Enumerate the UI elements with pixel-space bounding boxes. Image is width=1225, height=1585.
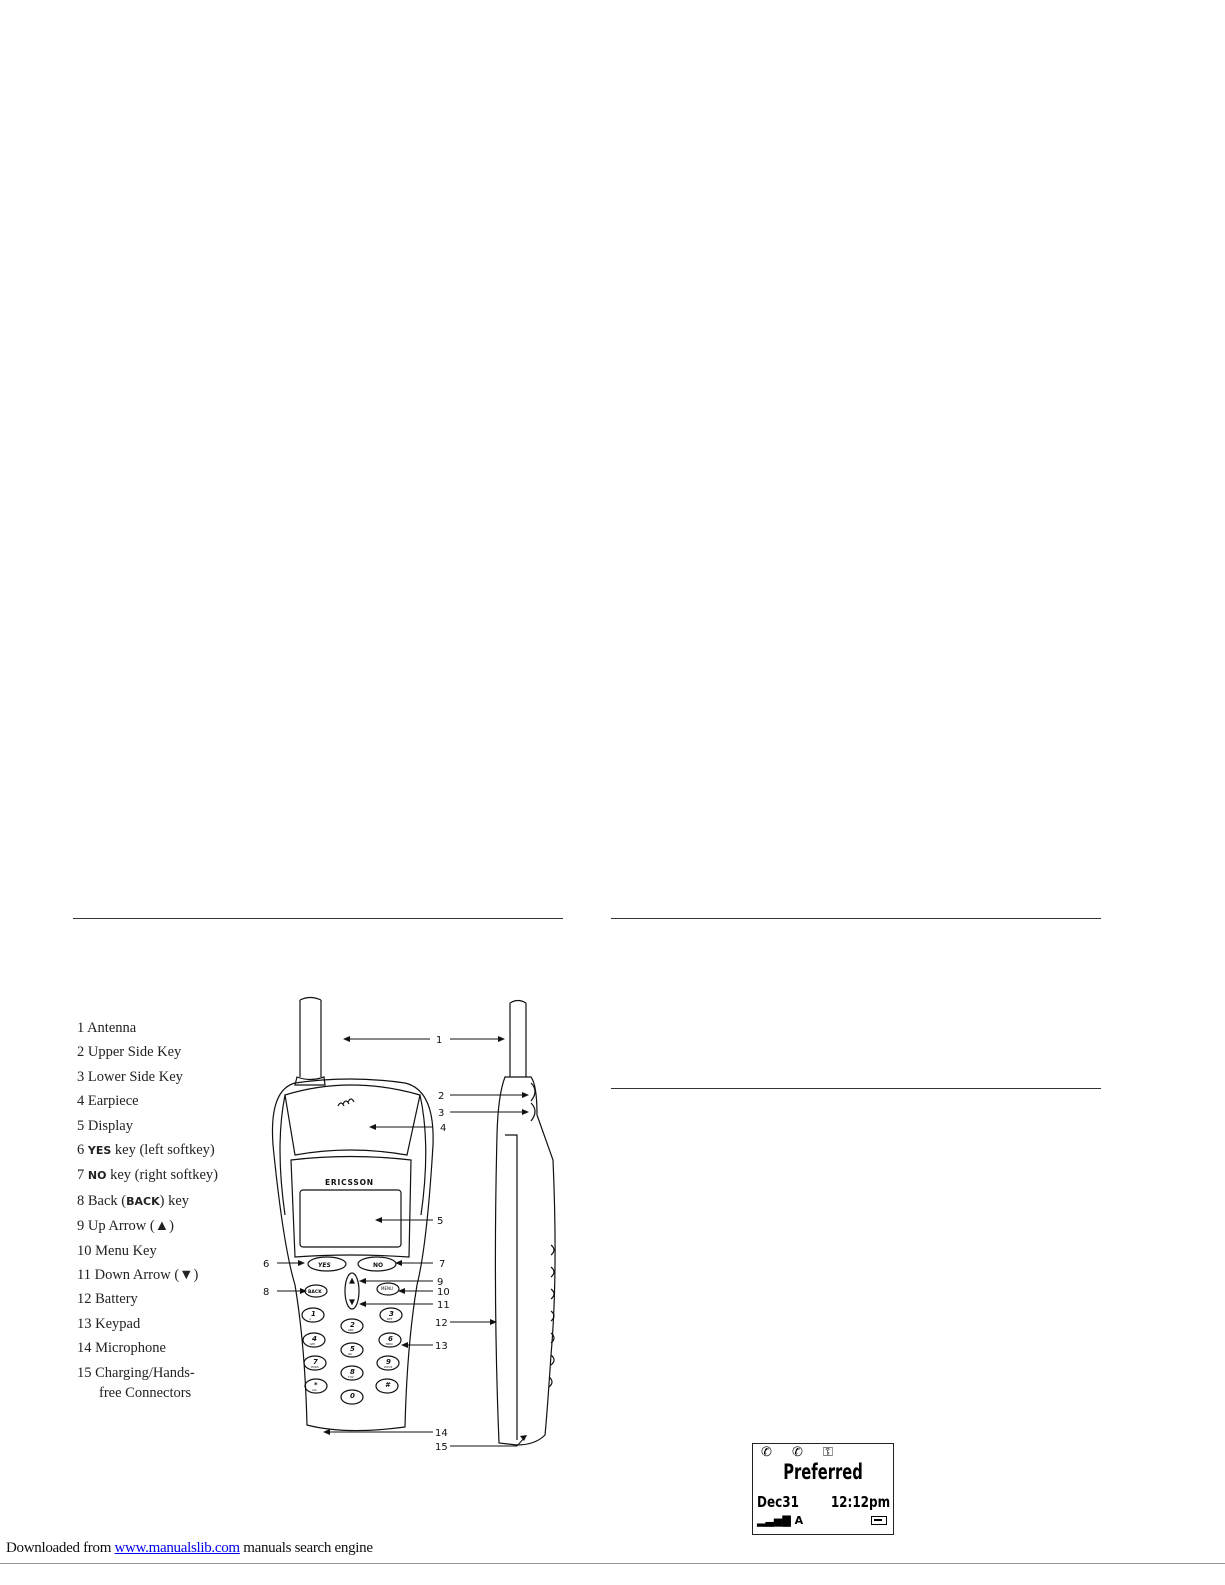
part-number: 7 [77, 1167, 85, 1184]
part-number: 15 [77, 1364, 92, 1381]
part-number: 2 [77, 1044, 85, 1061]
key-3-digit: 3 [389, 1310, 394, 1318]
part-item-2 [77, 1040, 218, 1064]
part-item-10 [77, 1239, 218, 1263]
callout-label-10: 10 [437, 1287, 450, 1298]
key-7-letters: PQRS [311, 1365, 319, 1369]
part-text: Up Arrow (▲) [87, 1218, 174, 1235]
part-item-9 [77, 1214, 218, 1238]
phone-diagram [255, 995, 565, 1460]
callout-label-13: 13 [435, 1341, 448, 1352]
footer-prefix: Downloaded from [6, 1540, 115, 1556]
part-number: 8 [77, 1192, 85, 1209]
key-6-digit: 6 [388, 1335, 393, 1343]
part-text: Keypad [95, 1315, 141, 1332]
yes-key-label: YES [318, 1262, 331, 1269]
part-number: 3 [77, 1068, 85, 1085]
operator-name: Preferred [783, 1460, 863, 1484]
footer-divider [0, 1563, 1225, 1564]
part-key-label: NO [87, 1169, 107, 1183]
part-text: Earpiece [87, 1093, 139, 1110]
key-3-letters: DEF [387, 1317, 393, 1321]
date-readout: Dec31 [757, 1493, 799, 1511]
key-1-letters: ∞ [309, 1317, 312, 1321]
part-number: 9 [77, 1218, 85, 1235]
part-text: Down Arrow (▼) [94, 1267, 199, 1284]
part-number: 11 [77, 1267, 91, 1284]
keypad-digits [309, 1310, 394, 1400]
callout-label-5: 5 [437, 1216, 444, 1227]
time-readout: 12:12pm [830, 1493, 890, 1511]
brand-text: ERICSSON [325, 1178, 374, 1187]
part-item-6 [77, 1138, 218, 1163]
key-2-digit: 2 [350, 1321, 355, 1329]
part-item-8 [77, 1189, 218, 1214]
left-column-rule [73, 918, 563, 919]
part-number: 4 [77, 1093, 85, 1110]
key-1-digit: 1 [311, 1310, 316, 1318]
side-body [495, 1077, 555, 1445]
key-9-digit: 9 [386, 1358, 391, 1366]
earpiece-panel [285, 1085, 420, 1155]
callout-label-1: 1 [436, 1035, 443, 1046]
part-item-4 [77, 1089, 218, 1113]
part-number: 1 [77, 1020, 85, 1036]
menu-key-label: MENU [381, 1286, 393, 1291]
key-5-digit: 5 [350, 1345, 355, 1353]
side-body-ridge [505, 1135, 517, 1440]
part-number: 5 [77, 1117, 85, 1134]
part-text: Display [87, 1117, 133, 1134]
back-key-label: BACK [308, 1290, 322, 1295]
part-number: 13 [77, 1315, 92, 1332]
callout-label-15: 15 [435, 1442, 448, 1453]
part-item-5 [77, 1114, 218, 1138]
part-item-15 [77, 1361, 218, 1403]
part-text: Upper Side Key [87, 1044, 182, 1061]
part-text: Antenna [87, 1020, 137, 1036]
parts-list [77, 1016, 218, 1403]
part-text: Lower Side Key [87, 1068, 183, 1085]
key-6-letters: MNO [386, 1342, 393, 1346]
right-column-rule-top [611, 918, 1101, 919]
part-text-continued: free Connectors [99, 1384, 192, 1401]
part-number: 12 [77, 1291, 92, 1308]
right-column-rule-middle [611, 1088, 1101, 1089]
key-2-letters: ABC [348, 1328, 354, 1332]
key-8-letters: TUV [348, 1375, 354, 1379]
part-prefix: Back ( [87, 1192, 127, 1209]
battery-icon [871, 1516, 887, 1525]
callout-label-14: 14 [435, 1428, 448, 1439]
key-4-letters: GHI [310, 1342, 316, 1346]
part-item-3 [77, 1065, 218, 1089]
key-8-digit: 8 [350, 1368, 355, 1376]
no-key-label: NO [373, 1262, 384, 1269]
front-body-inner-right [420, 1095, 426, 1215]
part-text: ) key [159, 1192, 190, 1209]
footer-note [6, 1540, 373, 1557]
part-item-11 [77, 1263, 218, 1287]
down-arrow-glyph [350, 1300, 354, 1304]
key-10-letters: a/A [312, 1388, 317, 1392]
key-9-letters: WXYZ [384, 1365, 393, 1369]
callout-label-6: 6 [263, 1259, 270, 1270]
manualslib-link[interactable]: www.manualslib.com [114, 1540, 240, 1556]
part-text: Menu Key [95, 1242, 157, 1259]
signal-strength-icon: ▂▃▅▇ A [757, 1514, 804, 1527]
earpiece-slots [338, 1099, 354, 1106]
callout-label-11: 11 [437, 1300, 450, 1311]
side-keys [531, 1083, 535, 1121]
key-11-digit: 0 [350, 1392, 355, 1400]
callout-label-4: 4 [440, 1123, 447, 1134]
callout-label-12: 12 [435, 1318, 448, 1329]
key-12-digit: # [385, 1381, 390, 1389]
key-10-digit: * [314, 1381, 318, 1389]
part-key-label: BACK [126, 1194, 160, 1208]
status-icons: ✆ ✆ ⚿ [761, 1445, 841, 1460]
callout-label-9: 9 [437, 1277, 444, 1288]
key-5-letters: JKL [348, 1352, 353, 1356]
part-text: Battery [95, 1291, 138, 1308]
display-frame [291, 1157, 411, 1258]
part-item-14 [77, 1336, 218, 1360]
part-item-12 [77, 1287, 218, 1311]
front-antenna [300, 998, 321, 1078]
part-number: 14 [77, 1340, 92, 1357]
part-key-label: YES [87, 1144, 112, 1158]
key-4-digit: 4 [312, 1335, 317, 1343]
part-item-1 [77, 1016, 218, 1040]
part-text: key (left softkey) [114, 1142, 215, 1159]
display-screen [300, 1190, 401, 1247]
up-arrow-glyph [350, 1279, 354, 1283]
callout-label-3: 3 [438, 1108, 445, 1119]
part-number: 10 [77, 1242, 92, 1259]
footer-suffix: manuals search engine [239, 1540, 373, 1556]
arrowheads [298, 1036, 529, 1441]
callout-label-2: 2 [438, 1091, 445, 1102]
callout-label-8: 8 [263, 1287, 270, 1298]
part-item-13 [77, 1312, 218, 1336]
part-text: key (right softkey) [110, 1167, 218, 1184]
part-text: Microphone [95, 1340, 166, 1357]
key-7-digit: 7 [313, 1358, 318, 1366]
front-body-inner-left [280, 1095, 285, 1215]
part-text: Charging/Hands- [95, 1364, 195, 1381]
side-antenna [510, 1001, 526, 1078]
display-screenshot [752, 1443, 894, 1535]
part-number: 6 [77, 1142, 85, 1159]
part-item-7 [77, 1163, 218, 1188]
callout-label-7: 7 [439, 1259, 446, 1270]
